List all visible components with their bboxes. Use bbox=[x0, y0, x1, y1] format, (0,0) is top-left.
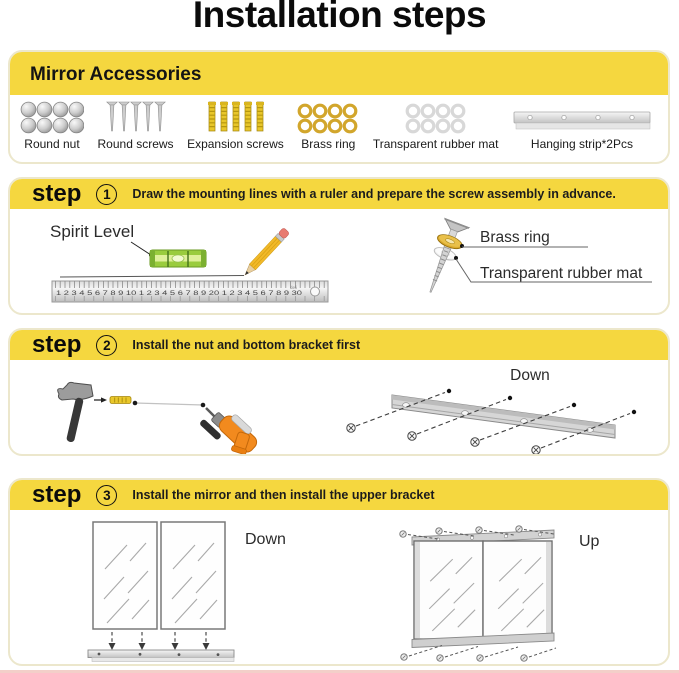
screw-guide-lines-bottom bbox=[409, 646, 556, 658]
expansion-anchor-icon bbox=[110, 397, 131, 404]
accessory-hanging-strip bbox=[512, 108, 652, 151]
accessory-expansion-screws bbox=[187, 101, 284, 151]
accessory-label: Brass ring bbox=[301, 137, 356, 151]
accessory-label: Expansion screws bbox=[187, 137, 284, 151]
drill-icon bbox=[199, 408, 262, 454]
step-number-badge: 3 bbox=[96, 485, 117, 506]
down-label: Down bbox=[245, 531, 286, 548]
step-1-illustration bbox=[10, 179, 668, 313]
step-1-card bbox=[8, 177, 670, 315]
accessory-rubber-mat bbox=[373, 103, 499, 151]
accessory-round-screws bbox=[98, 101, 174, 151]
ruler-numbers: 1 2 3 4 5 6 7 8 9 10 1 2 3 4 5 6 7 8 9 20 1 2 3 4 5 6 7 8 9 30 bbox=[56, 291, 304, 297]
step-description: Draw the mounting lines with a ruler and prepare the screw assembly in advance. bbox=[132, 187, 616, 201]
accessory-label: Round nut bbox=[24, 137, 80, 151]
accessories-header: Mirror Accessories bbox=[10, 52, 668, 95]
down-arrows bbox=[109, 632, 210, 650]
step-word: step bbox=[32, 481, 82, 508]
round-nut-icon bbox=[20, 101, 84, 134]
step-word: step bbox=[32, 180, 82, 207]
page-title: Installation steps bbox=[192, 0, 487, 35]
hanging-strip-icon bbox=[512, 108, 652, 134]
up-label: Up bbox=[579, 533, 600, 550]
step-3-card bbox=[8, 478, 670, 666]
brass-ring-label: Brass ring bbox=[480, 229, 550, 246]
step-description: Install the mirror and then install the upper bracket bbox=[132, 488, 435, 502]
spirit-level-label: Spirit Level bbox=[50, 222, 135, 241]
step-number-badge: 2 bbox=[96, 335, 117, 356]
bottom-strip-left bbox=[88, 650, 234, 662]
mirror-panels-down bbox=[93, 522, 225, 629]
accessory-round-nut bbox=[20, 101, 84, 151]
hammer-icon bbox=[58, 382, 93, 442]
rubber-mat-label: Transparent rubber mat bbox=[480, 265, 643, 282]
down-label: Down bbox=[510, 367, 550, 384]
pencil-icon bbox=[242, 228, 290, 278]
accessory-label: Hanging strip*2Pcs bbox=[530, 137, 633, 151]
accessory-label: Round screws bbox=[97, 137, 174, 151]
ruler-brand: deli bbox=[290, 285, 298, 290]
accessory-label: Transparent rubber mat bbox=[372, 137, 499, 151]
step-word: step bbox=[32, 331, 82, 358]
step-number-badge: 1 bbox=[96, 184, 117, 205]
rubber-mat-icon bbox=[405, 103, 467, 134]
step-description: Install the nut and bottom bracket first bbox=[132, 338, 361, 352]
mirror-assembly-up bbox=[412, 530, 554, 648]
accessories-items-row bbox=[10, 95, 668, 160]
step-2-illustration bbox=[10, 330, 668, 454]
spirit-level-icon bbox=[150, 250, 206, 267]
expansion-screws-icon bbox=[206, 101, 264, 134]
ruler-icon bbox=[52, 281, 328, 302]
round-screws-icon bbox=[105, 101, 167, 134]
screw-assembly-icon bbox=[418, 218, 469, 296]
step-2-card bbox=[8, 328, 670, 456]
brass-ring-icon bbox=[297, 103, 359, 134]
screw-icons-bottom bbox=[401, 654, 527, 661]
step-3-illustration bbox=[10, 480, 668, 664]
accessory-brass-ring bbox=[297, 103, 359, 151]
accessories-card bbox=[8, 50, 670, 164]
